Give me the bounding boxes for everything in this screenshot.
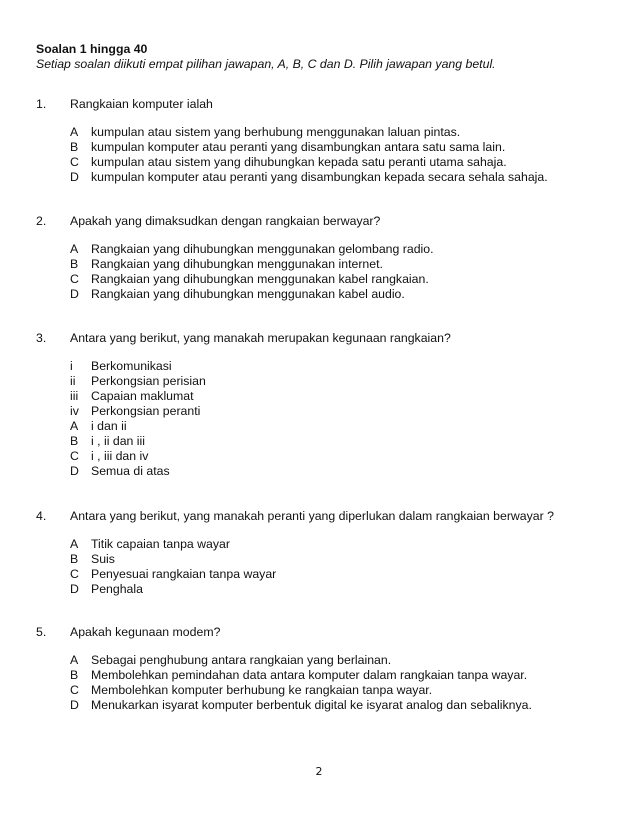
answer-option xyxy=(70,140,616,155)
answer-options xyxy=(70,359,616,479)
answer-option xyxy=(70,359,616,374)
option-label: C xyxy=(70,272,79,286)
answer-option xyxy=(70,653,616,668)
question-block xyxy=(36,625,616,713)
option-text: Suis xyxy=(91,552,115,566)
option-label: i xyxy=(70,359,73,373)
option-text: i dan ii xyxy=(91,419,127,433)
option-text: Membolehkan pemindahan data antara komputer dalam rangkaian tanpa wayar. xyxy=(91,668,528,682)
question-block xyxy=(36,331,616,479)
answer-option xyxy=(70,567,616,582)
option-text: kumpulan komputer atau peranti yang disambungkan kepada secara sehala sahaja. xyxy=(91,170,548,184)
option-label: D xyxy=(70,287,79,301)
answer-option xyxy=(70,582,616,597)
option-label: B xyxy=(70,257,79,271)
answer-option xyxy=(70,552,616,567)
option-text: Perkongsian peranti xyxy=(91,404,201,418)
option-text: Berkomunikasi xyxy=(91,359,172,373)
question-stem xyxy=(36,97,616,112)
answer-option xyxy=(70,257,616,272)
option-text: Rangkaian yang dihubungkan menggunakan kabel audio. xyxy=(91,287,405,301)
answer-option xyxy=(70,125,616,140)
question-number: 1. xyxy=(36,97,47,111)
option-text: i , iii dan iv xyxy=(91,449,149,463)
option-label: D xyxy=(70,464,79,478)
question-block xyxy=(36,509,616,597)
answer-options xyxy=(70,125,616,185)
section-instruction: Setiap soalan diikuti empat pilihan jawapan, A, B, C dan D. Pilih jawapan yang betul. xyxy=(36,57,496,71)
option-label: C xyxy=(70,449,79,463)
question-stem xyxy=(36,625,616,640)
option-label: iii xyxy=(70,389,79,403)
answer-option xyxy=(70,419,616,434)
question-number: 5. xyxy=(36,625,47,639)
answer-option xyxy=(70,537,616,552)
question-number: 4. xyxy=(36,509,47,523)
option-text: i , ii dan iii xyxy=(91,434,145,448)
option-text: Semua di atas xyxy=(91,464,170,478)
answer-option xyxy=(70,155,616,170)
answer-option xyxy=(70,389,616,404)
option-label: A xyxy=(70,242,79,256)
question-text: Antara yang berikut, yang manakah peranti yang diperlukan dalam rangkaian berwayar ? xyxy=(70,509,554,523)
option-text: kumpulan atau sistem yang dihubungkan kepada satu peranti utama sahaja. xyxy=(91,155,507,169)
question-stem xyxy=(36,331,616,346)
answer-option xyxy=(70,374,616,389)
question-number: 3. xyxy=(36,331,47,345)
answer-option xyxy=(70,698,616,713)
option-label: C xyxy=(70,567,79,581)
option-label: D xyxy=(70,582,79,596)
answer-option xyxy=(70,668,616,683)
answer-option xyxy=(70,464,616,479)
section-header xyxy=(36,42,616,72)
answer-option xyxy=(70,449,616,464)
answer-option xyxy=(70,683,616,698)
option-label: B xyxy=(70,434,79,448)
answer-options xyxy=(70,242,616,302)
answer-option xyxy=(70,242,616,257)
question-block xyxy=(36,97,616,185)
option-label: D xyxy=(70,170,79,184)
option-label: C xyxy=(70,683,79,697)
option-label: B xyxy=(70,668,79,682)
option-label: B xyxy=(70,140,79,154)
option-text: kumpulan komputer atau peranti yang disambungkan antara satu sama lain. xyxy=(91,140,506,154)
option-label: A xyxy=(70,125,79,139)
option-label: C xyxy=(70,155,79,169)
option-text: Sebagai penghubung antara rangkaian yang berlainan. xyxy=(91,653,392,667)
option-text: Rangkaian yang dihubungkan menggunakan kabel rangkaian. xyxy=(91,272,429,286)
section-title: Soalan 1 hingga 40 xyxy=(36,42,148,56)
option-text: Membolehkan komputer berhubung ke rangkaian tanpa wayar. xyxy=(91,683,433,697)
option-label: B xyxy=(70,552,79,566)
question-stem xyxy=(36,214,616,229)
question-number: 2. xyxy=(36,214,47,228)
question-text: Rangkaian komputer ialah xyxy=(70,97,213,111)
option-text: Rangkaian yang dihubungkan menggunakan gelombang radio. xyxy=(91,242,434,256)
answer-options xyxy=(70,653,616,713)
option-label: D xyxy=(70,698,79,712)
answer-option xyxy=(70,404,616,419)
answer-option xyxy=(70,170,616,185)
option-text: Titik capaian tanpa wayar xyxy=(91,537,230,551)
option-text: kumpulan atau sistem yang berhubung menggunakan laluan pintas. xyxy=(91,125,461,139)
option-text: Capaian maklumat xyxy=(91,389,194,403)
option-label: A xyxy=(70,537,79,551)
option-text: Menukarkan isyarat komputer berbentuk digital ke isyarat analog dan sebaliknya. xyxy=(91,698,532,712)
question-text: Antara yang berikut, yang manakah merupakan kegunaan rangkaian? xyxy=(70,331,451,345)
option-text: Penghala xyxy=(91,582,143,596)
question-stem xyxy=(36,509,616,524)
answer-option xyxy=(70,272,616,287)
option-text: Penyesuai rangkaian tanpa wayar xyxy=(91,567,277,581)
option-label: iv xyxy=(70,404,79,418)
option-label: A xyxy=(70,653,79,667)
page-number: 2 xyxy=(315,765,323,778)
option-text: Perkongsian perisian xyxy=(91,374,206,388)
option-text: Rangkaian yang dihubungkan menggunakan internet. xyxy=(91,257,383,271)
question-text: Apakah kegunaan modem? xyxy=(70,625,221,639)
answer-option xyxy=(70,287,616,302)
answer-options xyxy=(70,537,616,597)
option-label: ii xyxy=(70,374,76,388)
answer-option xyxy=(70,434,616,449)
question-block xyxy=(36,214,616,302)
option-label: A xyxy=(70,419,79,433)
question-text: Apakah yang dimaksudkan dengan rangkaian berwayar? xyxy=(70,214,381,228)
